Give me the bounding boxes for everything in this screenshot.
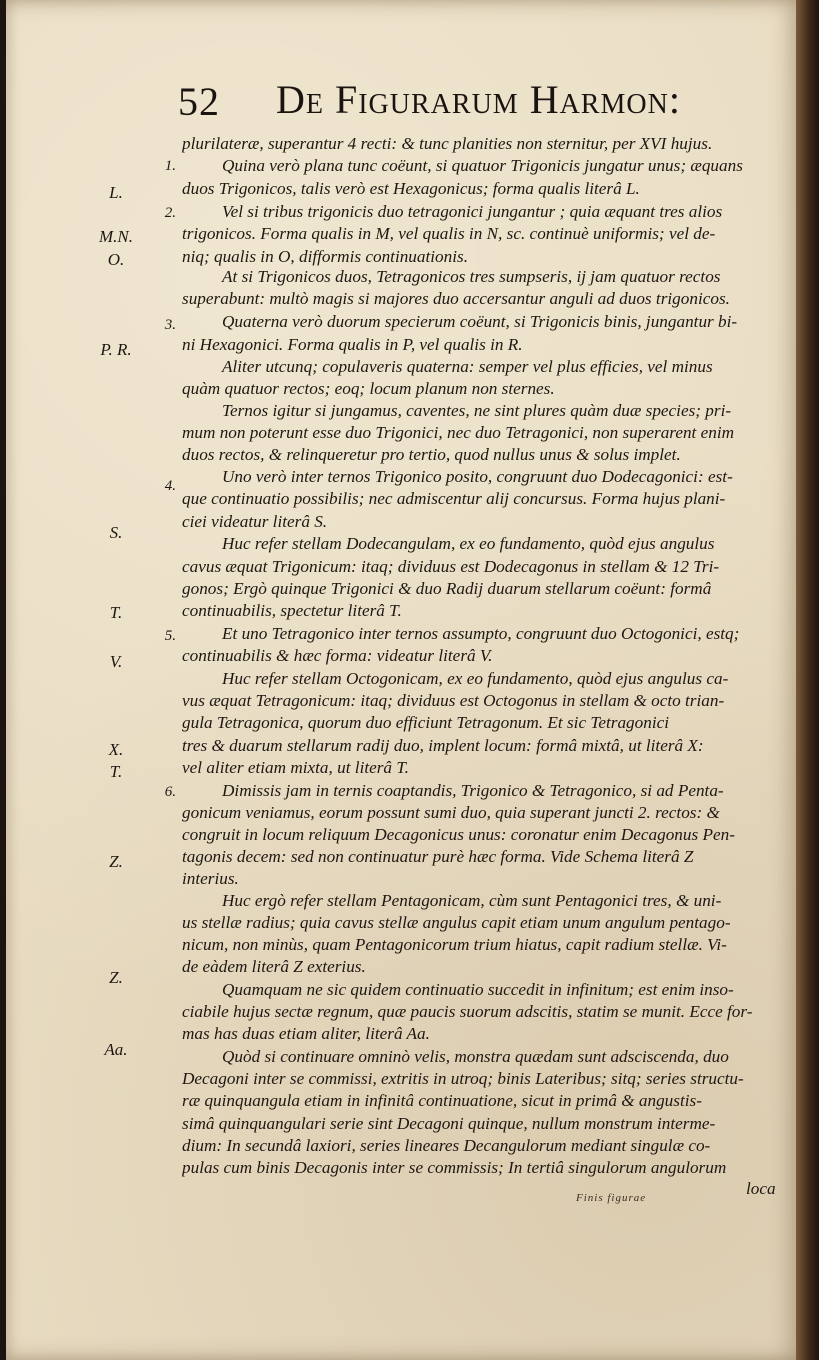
- margin-figure-reference: S.: [109, 523, 123, 542]
- text-line: que continuatio possibilis; nec admiscentur alij concursus. Forma hujus plani-: [182, 489, 726, 508]
- text-line: niq; qualis in O, difformis continuationis.: [182, 247, 468, 266]
- text-line: Dimissis jam in ternis coaptandis, Trigonico & Tetragonico, si ad Penta-: [222, 781, 724, 800]
- margin-figure-reference: L.: [109, 183, 123, 202]
- text-line: simâ quinquangulari serie sint Decagoni quinque, nullum monstrum interme-: [182, 1114, 716, 1133]
- margin-paragraph-number: 1.: [164, 158, 176, 174]
- margin-paragraph-number: 6.: [164, 784, 176, 800]
- margin-figure-reference: T.: [109, 762, 123, 781]
- margin-figure-reference: X.: [108, 740, 124, 759]
- margin-paragraph-number: 3.: [164, 317, 176, 333]
- text-line: gula Tetragonica, quorum duo efficiunt Tetragonum. Et sic Tetragonici: [182, 713, 669, 732]
- margin-paragraph-number: 5.: [164, 628, 176, 644]
- text-line: de eàdem literâ Z exterius.: [182, 957, 366, 976]
- margin-paragraph-number: 4.: [164, 478, 176, 494]
- margin-figure-reference: Z.: [109, 852, 123, 871]
- text-line: ræ quinquangula etiam in infinitâ continuatione, sicut in primâ & angustis-: [182, 1091, 702, 1110]
- text-line: ni Hexagonici. Forma qualis in P, vel qualis in R.: [182, 335, 523, 354]
- text-line: trigonicos. Forma qualis in M, vel qualis in N, sc. continuè uniformis; vel de-: [182, 224, 716, 243]
- text-line: vus æquat Tetragonicum: itaq; dividuus est Octogonus in stellam & octo trian-: [182, 691, 725, 710]
- text-line: mum non poterunt esse duo Trigonici, nec duo Tetragonici, non superarent enim: [182, 423, 735, 442]
- margin-figure-reference: Z.: [109, 968, 123, 987]
- running-title: De Figurarum Harmon:: [276, 77, 681, 122]
- book-page: [6, 0, 805, 1360]
- text-line: continuabilis, spectetur literâ T.: [182, 601, 402, 620]
- text-line: nicum, non minùs, quam Pentagonicorum trium hiatus, capit radium stellæ. Vi-: [182, 935, 727, 954]
- text-line: mas has duas etiam aliter, literâ Aa.: [182, 1024, 430, 1043]
- text-line: tres & duarum stellarum radij duo, implent locum: formâ mixtâ, ut literâ X:: [182, 736, 704, 755]
- text-line: Aliter utcunq; copulaveris quaterna: semper vel plus efficies, vel minus: [222, 357, 713, 376]
- margin-figure-reference: T.: [109, 603, 123, 622]
- text-line: plurilateræ, superantur 4 recti: & tunc planities non sternitur, per XVI hujus.: [182, 134, 713, 153]
- text-line: Huc refer stellam Octogonicam, ex eo fundamento, quòd ejus angulus ca-: [222, 669, 729, 688]
- text-line: congruit in locum reliquum Decagonicus unus: coronatur enim Decagonus Pen-: [182, 825, 735, 844]
- text-line: Vel si tribus trigonicis duo tetragonici jungantur ; quia æquant tres alios: [222, 202, 723, 221]
- text-line: Ternos igitur si jungamus, caventes, ne sint plures quàm duæ species; pri-: [222, 401, 732, 420]
- catchword: Finis figurae: [576, 1192, 647, 1204]
- text-line: Quina verò plana tunc coëunt, si quatuor Trigonicis jungatur unus; æquans: [222, 156, 743, 175]
- text-line: gonicum veniamus, eorum possunt sumi duo, quia superant juncti 2. rectos: &: [182, 803, 720, 822]
- text-line: us stellæ radius; quia cavus stellæ angulus capit etiam unum angulum pentago-: [182, 913, 731, 932]
- text-line: tagonis decem: sed non continuatur purè hæc forma. Vide Schema literâ Z: [182, 847, 694, 866]
- text-line: Huc refer stellam Dodecangulam, ex eo fundamento, quòd ejus angulus: [222, 534, 715, 553]
- page-number: 52: [178, 79, 220, 124]
- text-line: duos rectos, & relinqueretur pro tertio, quod nullus unus & solus implet.: [182, 445, 681, 464]
- text-line: Quaterna verò duorum specierum coëunt, si Trigonicis binis, jungantur bi-: [222, 312, 738, 331]
- text-line: Huc ergò refer stellam Pentagonicam, cùm sunt Pentagonici tres, & uni-: [222, 891, 722, 910]
- text-line: cavus æquat Trigonicum: itaq; dividuus est Dodecagonus in stellam & 12 Tri-: [182, 557, 720, 576]
- margin-paragraph-number: 2.: [164, 205, 176, 221]
- text-line: vel aliter etiam mixta, ut literâ T.: [182, 758, 409, 777]
- margin-figure-reference: P. R.: [100, 340, 132, 359]
- text-line: dium: In secundâ laxiori, series lineares Decangulorum mediant singulæ co-: [182, 1136, 711, 1155]
- text-line: duos Trigonicos, talis verò est Hexagonicus; forma qualis literâ L.: [182, 179, 640, 198]
- text-line: gonos; Ergò quinque Trigonici & duo Radij duarum stellarum coëunt: formâ: [182, 579, 712, 598]
- margin-figure-reference: M.N.: [99, 227, 133, 246]
- text-line: continuabilis & hæc forma: videatur literâ V.: [182, 646, 493, 665]
- text-line: interius.: [182, 869, 239, 888]
- text-line: Decagoni inter se commissi, extritis in utroq; binis Lateribus; sitq; series structu-: [182, 1069, 744, 1088]
- margin-figure-reference: V.: [109, 652, 123, 671]
- book-edge: [796, 0, 819, 1360]
- margin-figure-reference: O.: [107, 250, 125, 269]
- text-line: quàm quatuor rectos; eoq; locum planum non sternes.: [182, 379, 555, 398]
- text-line: Quòd si continuare omninò velis, monstra quædam sunt adsciscenda, duo: [222, 1047, 729, 1066]
- text-line: Uno verò inter ternos Trigonico posito, congruunt duo Dodecagonici: est-: [222, 467, 733, 486]
- text-line: superabunt: multò magis si majores duo accersantur anguli ad duos trigonicos.: [182, 289, 730, 308]
- text-line: ciei videatur literâ S.: [182, 512, 328, 531]
- text-line: Quamquam ne sic quidem continuatio succedit in infinitum; est enim inso-: [222, 980, 734, 999]
- text-line: Et uno Tetragonico inter ternos assumpto, congruunt duo Octogonici, estq;: [222, 624, 740, 643]
- text-line: ciabile hujus sectæ regnum, quæ paucis suorum adscitis, statim se munit. Ecce for-: [182, 1002, 753, 1021]
- text-line: pulas cum binis Decagonis inter se commissis; In tertiâ singulorum angulorum: [182, 1158, 727, 1177]
- text-line: loca: [746, 1179, 776, 1198]
- margin-figure-reference: Aa.: [104, 1040, 128, 1059]
- text-line: At si Trigonicos duos, Tetragonicos tres sumpseris, ij jam quatuor rectos: [222, 267, 721, 286]
